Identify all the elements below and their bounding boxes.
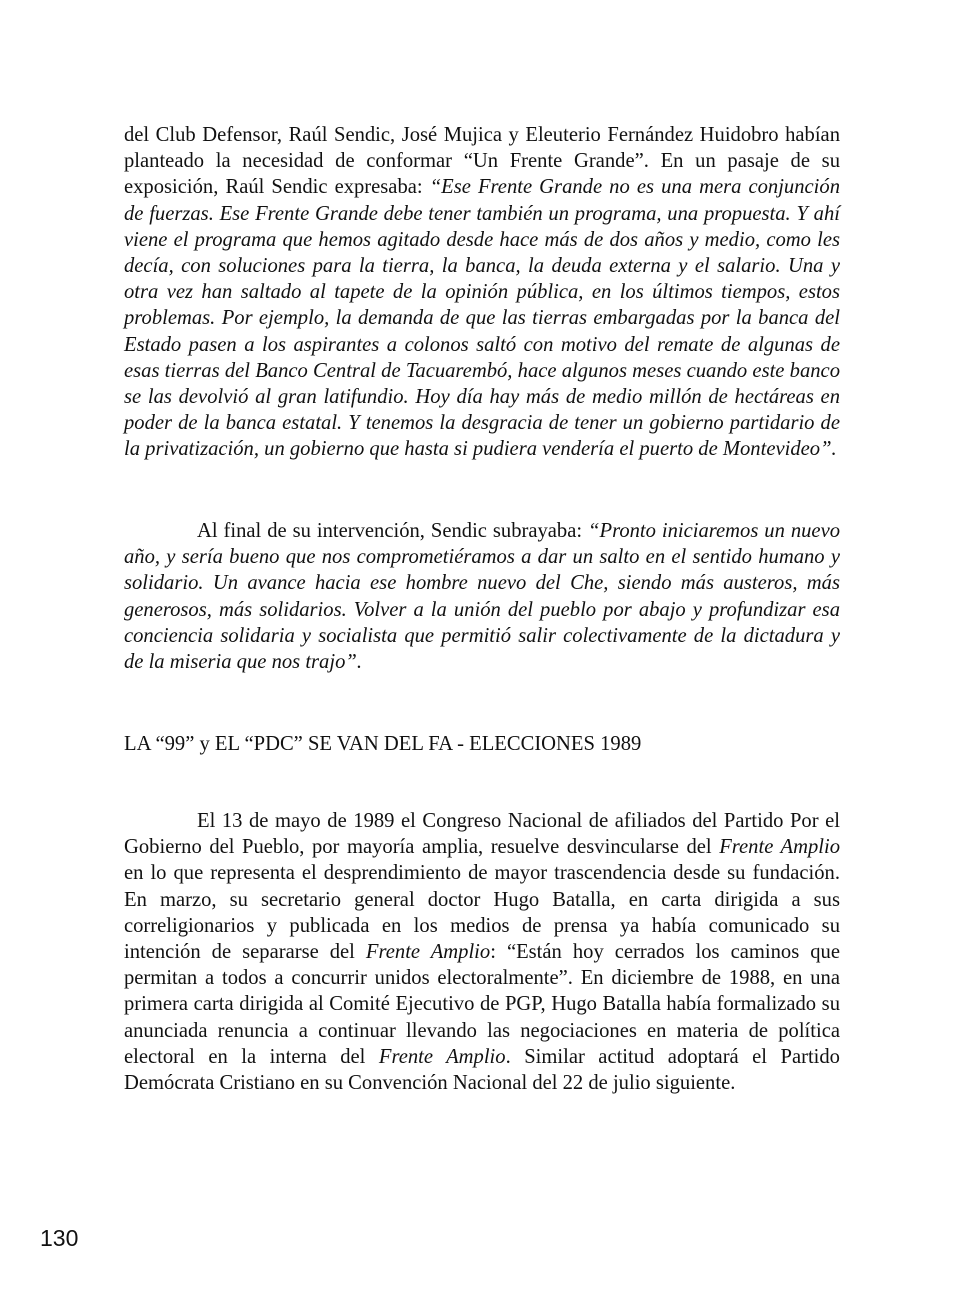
body-text: en lo que representa el desprendimiento de mayor trascendencia desde su fundación. En marzo, su secretario general doctor Hugo Batalla, en carta dirigida a sus correligionarios y publicada en los medios de prensa ya había comunicado su intención de separarse del bbox=[124, 862, 840, 964]
frente-amplio-emphasis: Frente Amplio bbox=[378, 1045, 506, 1068]
paragraph-sendic-frente-grande bbox=[124, 122, 840, 463]
paragraph-pgp-leaves-fa bbox=[124, 808, 840, 1096]
page-number: 130 bbox=[40, 1225, 79, 1251]
quote-text: “Pronto iniciaremos un nuevo año, y sería bueno que nos comprometiéramos a dar un salto en el sentido humano y solidario. Un avance hacia ese hombre nuevo del Che, siendo más austeros, más generosos, más solidarios. Volver a la unión del pueblo por abajo y profundizar esa conciencia solidaria y socialista que permitió salir colectivamente de la dictadura y de la miseria que nos trajo”. bbox=[124, 520, 840, 674]
paragraph-lead-text: del Club Defensor, Raúl Sendic, José Mujica y Eleuterio Fernández Huidobro habían planteado la necesidad de conformar “Un Frente Grande”. En un pasaje de su exposición, Raúl Sendic expresaba: bbox=[124, 124, 840, 199]
body-text: : “Están hoy cerrados los caminos que permitan a todos a concurrir unidos electoralmente”. En diciembre de 1988, en una primera carta dirigida al Comité Ejecutivo de PGP, Hugo Batalla había formalizado su anunciada renuncia a continuar llevando las negociaciones en materia de política electoral en la interna del bbox=[124, 941, 840, 1068]
frente-amplio-emphasis: Frente Amplio bbox=[365, 941, 491, 964]
body-text: El 13 de mayo de 1989 el Congreso Nacional de afiliados del Partido Por el Gobierno del Pueblo, por mayoría amplia, resuelve desvincularse del bbox=[124, 810, 840, 859]
section-heading: LA “99” y EL “PDC” SE VAN DEL FA - ELECCIONES 1989 bbox=[124, 733, 642, 755]
quote-text: “Ese Frente Grande no es una mera conjunción de fuerzas. Ese Frente Grande debe tener también un programa, una propuesta. Y ahí viene el programa que hemos agitado desde hace más de dos años y medio, como les decía, con soluciones para la tierra, la banca, la deuda externa y el salario. Una y otra vez han saltado al tapete de la opinión pública, en los últimos tiempos, estos problemas. Por ejemplo, la demanda de que las tierras embargadas por la banca del Estado pasen a los aspirantes a colonos saltó con motivo del remate de algunas de esas tierras del Banco Central de Tacuarembó, hace algunos meses cuando este banco se las devolvió al gran latifundio. Hoy día hay más de medio millón de hectáreas en poder de la banca estatal. Y tenemos la desgracia de tener un gobierno partidario de la privatización, un gobierno que hasta si pudiera vendería el puerto de Montevideo”. bbox=[124, 176, 840, 461]
paragraph-sendic-final-intervention bbox=[124, 518, 840, 675]
paragraph-lead-text: Al final de su intervención, Sendic subrayaba: bbox=[197, 520, 589, 542]
body-text: . Similar actitud adoptará el Partido Demócrata Cristiano en su Convención Nacional del 22 de julio siguiente. bbox=[124, 1045, 840, 1095]
frente-amplio-emphasis: Frente Amplio bbox=[719, 836, 840, 859]
